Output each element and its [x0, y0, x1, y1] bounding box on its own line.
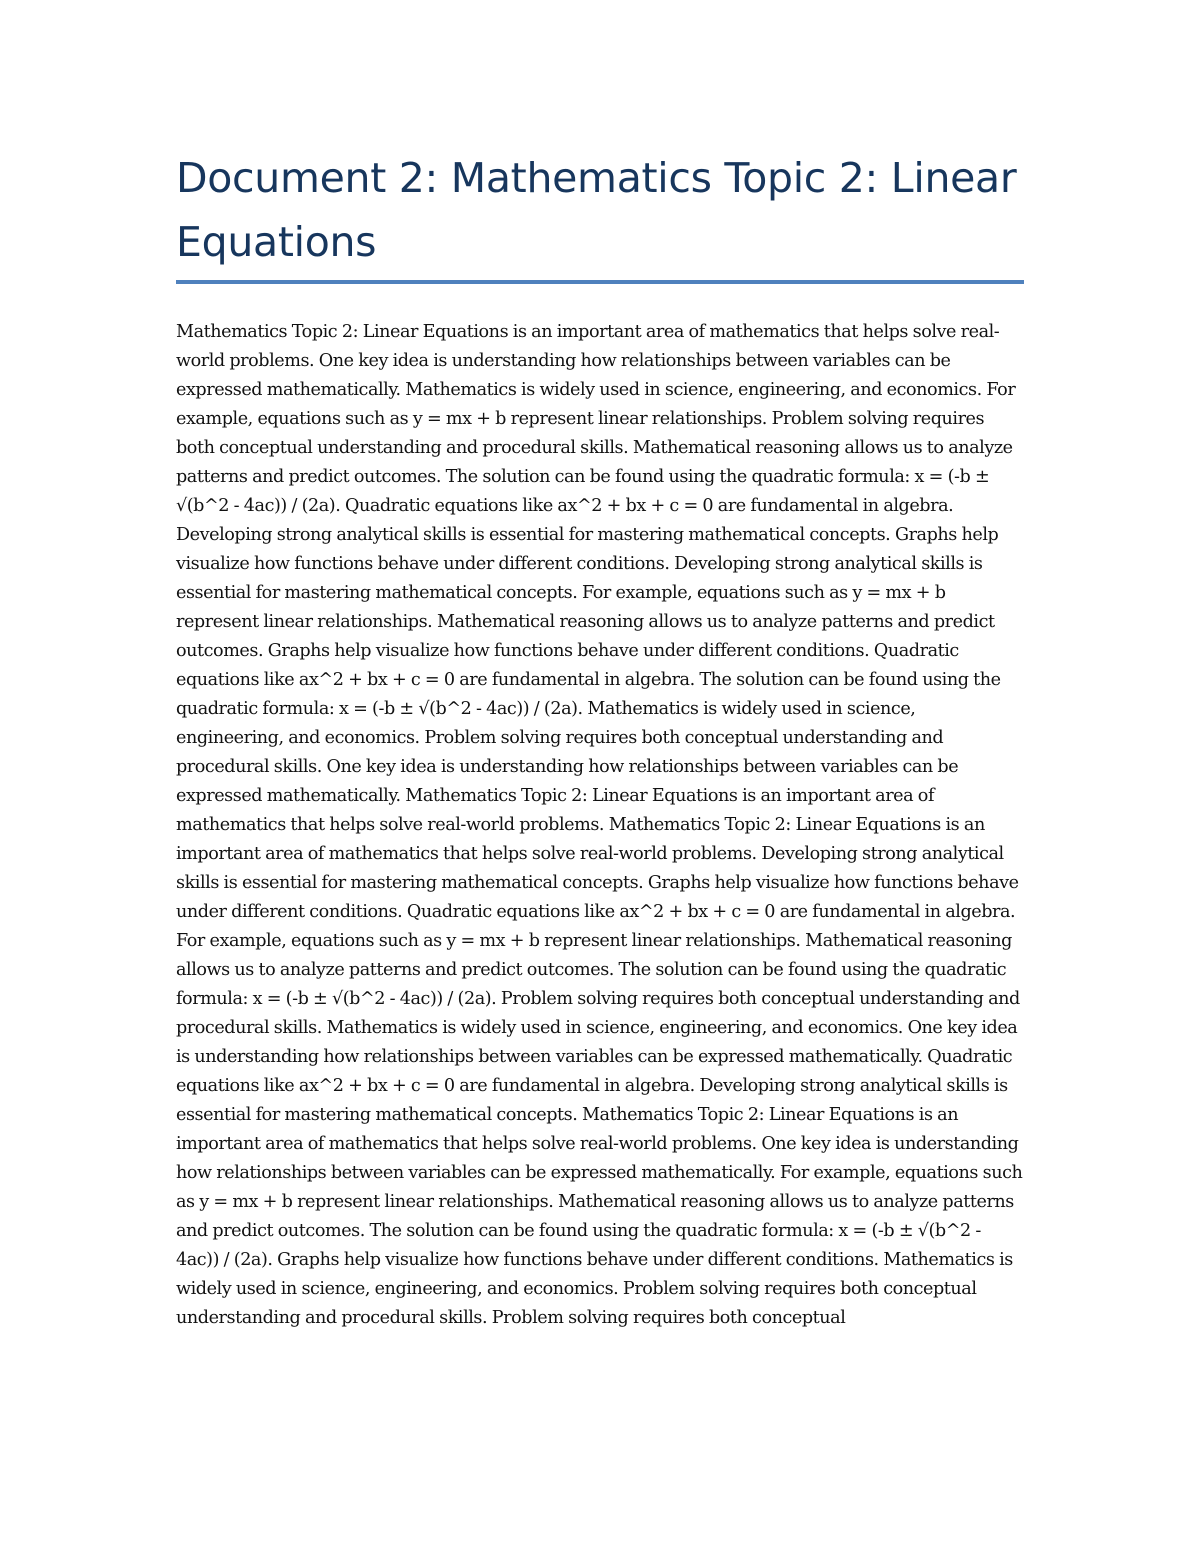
- document-title: Document 2: Mathematics Topic 2: Linear Equations: [176, 154, 1017, 266]
- document-content: [176, 146, 1024, 1333]
- title-underline-rule: [176, 280, 1024, 284]
- body-paragraph: Mathematics Topic 2: Linear Equations is an important area of mathematics that helps solve real-world problems. One key idea is understanding how relationships between variables can be expressed mathematically. Mathematics is widely used in science, engineering, and economics. For example, equations such as y = mx + b represent linear relationships. Problem solving requires both conceptual understanding and procedural skills. Mathematical reasoning allows us to analyze patterns and predict outcomes. The solution can be found using the quadratic formula: x = (-b ± √(b^2 - 4ac)) / (2a). Quadratic equations like ax^2 + bx + c = 0 are fundamental in algebra. Developing strong analytical skills is essential for mastering mathematical concepts. Graphs help visualize how functions behave under different conditions. Developing strong analytical skills is essential for mastering mathematical concepts. For example, equations such as y = mx + b represent linear relationships. Mathematical reasoning allows us to analyze patterns and predict outcomes. Graphs help visualize how functions behave under different conditions. Quadratic equations like ax^2 + bx + c = 0 are fundamental in algebra. The solution can be found using the quadratic formula: x = (-b ± √(b^2 - 4ac)) / (2a). Mathematics is widely used in science, engineering, and economics. Problem solving requires both conceptual understanding and procedural skills. One key idea is understanding how relationships between variables can be expressed mathematically. Mathematics Topic 2: Linear Equations is an important area of mathematics that helps solve real-world problems. Mathematics Topic 2: Linear Equations is an important area of mathematics that helps solve real-world problems. Developing strong analytical skills is essential for mastering mathematical concepts. Graphs help visualize how functions behave under different conditions. Quadratic equations like ax^2 + bx + c = 0 are fundamental in algebra. For example, equations such as y = mx + b represent linear relationships. Mathematical reasoning allows us to analyze patterns and predict outcomes. The solution can be found using the quadratic formula: x = (-b ± √(b^2 - 4ac)) / (2a). Problem solving requires both conceptual understanding and procedural skills. Mathematics is widely used in science, engineering, and economics. One key idea is understanding how relationships between variables can be expressed mathematically. Quadratic equations like ax^2 + bx + c = 0 are fundamental in algebra. Developing strong analytical skills is essential for mastering mathematical concepts. Mathematics Topic 2: Linear Equations is an important area of mathematics that helps solve real-world problems. One key idea is understanding how relationships between variables can be expressed mathematically. For example, equations such as y = mx + b represent linear relationships. Mathematical reasoning allows us to analyze patterns and predict outcomes. The solution can be found using the quadratic formula: x = (-b ± √(b^2 - 4ac)) / (2a). Graphs help visualize how functions behave under different conditions. Mathematics is widely used in science, engineering, and economics. Problem solving requires both conceptual understanding and procedural skills. Problem solving requires both conceptual: [176, 322, 1023, 1328]
